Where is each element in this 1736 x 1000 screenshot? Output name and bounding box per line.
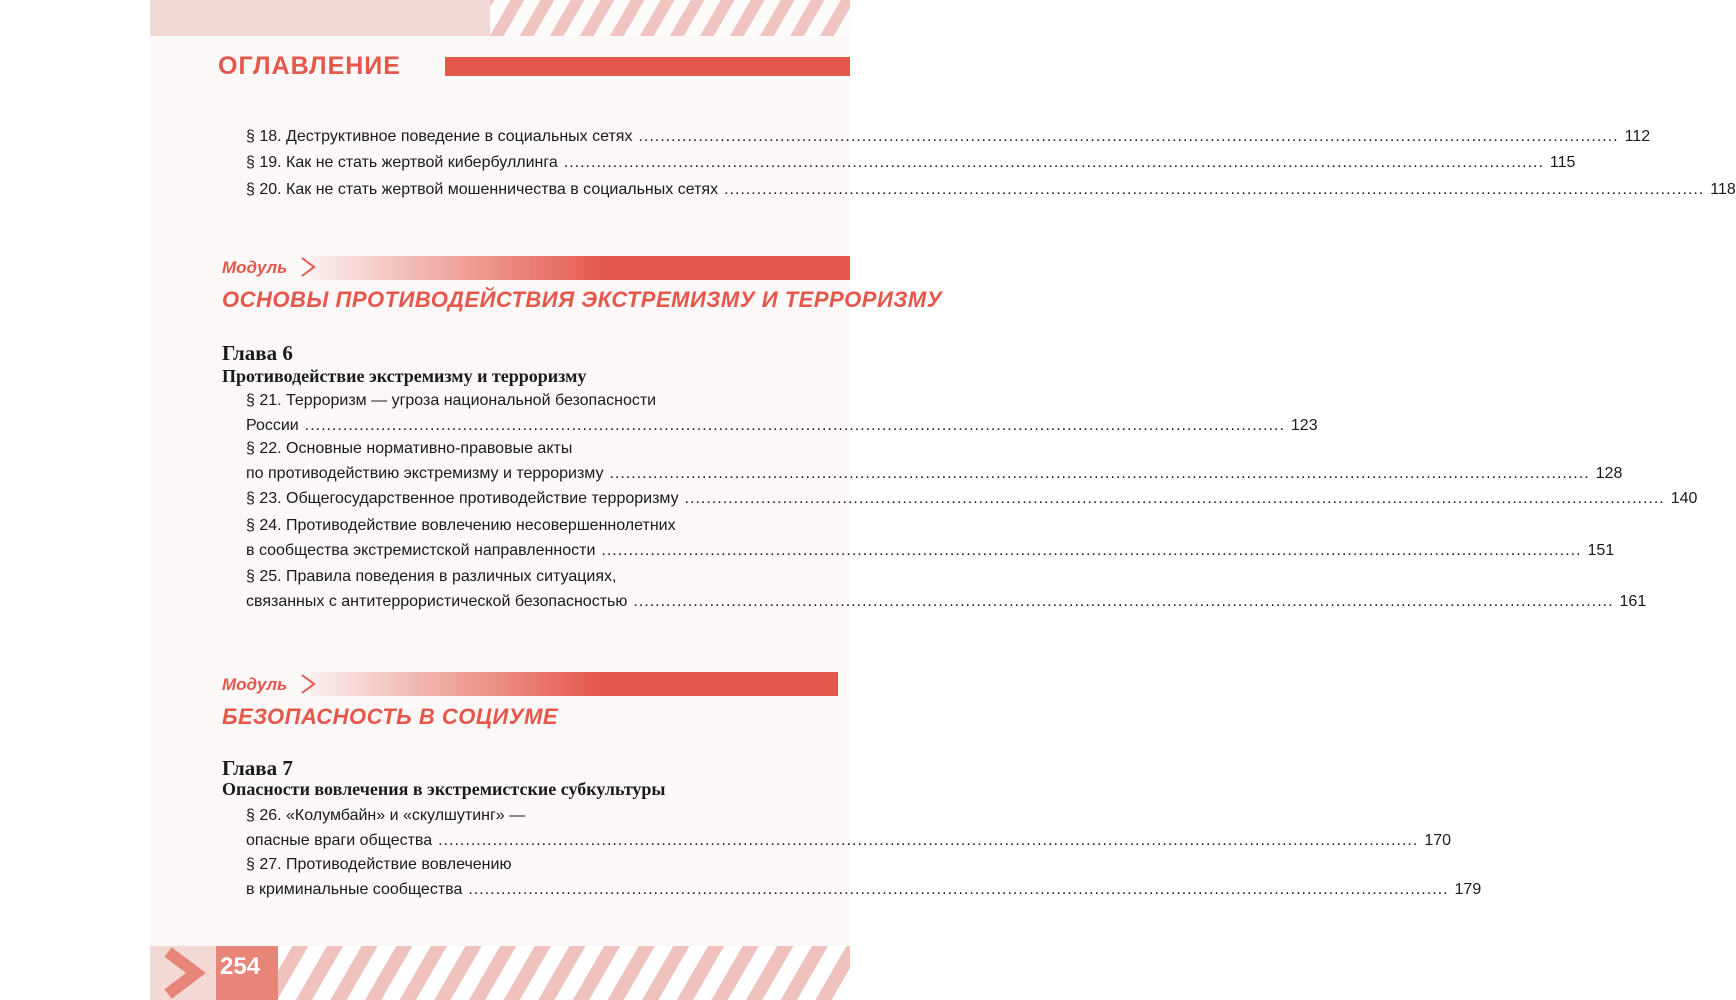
toc-page-number: 118 — [1710, 181, 1736, 198]
leader-dots — [438, 828, 1418, 853]
leader-dots — [305, 413, 1285, 438]
toc-entry-title: § 22. Основные нормативно-правовые акты — [246, 440, 573, 457]
toc-entry-22[interactable] — [246, 436, 1623, 486]
toc-page-number: 128 — [1595, 465, 1623, 482]
toc-entry-title: § 19. Как не стать жертвой кибербуллинга — [246, 154, 558, 171]
toc-entry-title-cont: связанных с антитеррористической безопасностью — [246, 593, 628, 610]
leader-dots — [601, 538, 1581, 563]
toc-entry-26[interactable] — [246, 803, 1452, 853]
toc-page-number: 140 — [1670, 490, 1698, 507]
leader-dots — [564, 150, 1544, 175]
toc-entry-title: § 27. Противодействие вовлечению — [246, 856, 512, 873]
page-title: ОГЛАВЛЕНИЕ — [218, 52, 401, 80]
chevron-right-icon — [298, 673, 320, 695]
toc-page-number: 161 — [1619, 593, 1647, 610]
toc-entry-title-cont: в сообщества экстремистской направленности — [246, 542, 596, 559]
toc-entry-21[interactable] — [246, 388, 1318, 438]
toc-entry-title-cont: по противодействию экстремизму и терроризму — [246, 465, 604, 482]
leader-dots — [633, 589, 1613, 614]
toc-page-number: 123 — [1290, 417, 1318, 434]
toc-entry-25[interactable] — [246, 564, 1647, 614]
toc-entry-title: § 23. Общегосударственное противодействие терроризму — [246, 490, 679, 507]
toc-entry-title: § 26. «Колумбайн» и «скулшутинг» — — [246, 807, 526, 824]
toc-entry-title-cont: в криминальные сообщества — [246, 881, 463, 898]
footer-stripes — [270, 946, 850, 1000]
chapter-title: Опасности вовлечения в экстремистские субкультуры — [222, 779, 666, 799]
module-banner-bar — [310, 256, 850, 280]
toc-entry-18[interactable] — [246, 124, 1651, 149]
chapter-title: Противодействие экстремизму и терроризму — [222, 366, 587, 386]
toc-entry-19[interactable] — [246, 150, 1576, 175]
leader-dots — [468, 877, 1448, 902]
leader-dots — [724, 177, 1704, 202]
toc-page-number: 170 — [1424, 832, 1452, 849]
chapter-number: Глава 6 — [222, 341, 293, 365]
toc-entry-27[interactable] — [246, 852, 1482, 902]
toc-page-number: 115 — [1549, 154, 1576, 171]
top-stripes — [490, 0, 850, 36]
leader-dots — [609, 461, 1589, 486]
toc-entry-title-cont: России — [246, 417, 299, 434]
header-accent-bar — [445, 57, 850, 76]
module-title: ОСНОВЫ ПРОТИВОДЕЙСТВИЯ ЭКСТРЕМИЗМУ И ТЕРРОРИЗМУ — [222, 287, 943, 312]
module-label: Модуль — [222, 675, 288, 694]
toc-entry-title-cont: опасные враги общества — [246, 832, 433, 849]
toc-page-number: 151 — [1587, 542, 1615, 559]
leader-dots — [638, 124, 1618, 149]
toc-entry-title: § 21. Терроризм — угроза национальной безопасности — [246, 392, 657, 409]
module-title: БЕЗОПАСНОСТЬ В СОЦИУМЕ — [222, 704, 559, 729]
toc-page-number: 112 — [1624, 128, 1651, 145]
top-decorative-band — [150, 0, 850, 36]
page-number: 254 — [220, 953, 261, 980]
toc-entry-24[interactable] — [246, 513, 1615, 563]
chevron-right-icon — [298, 256, 320, 278]
module-banner-bar — [310, 672, 838, 696]
toc-entry-title: § 20. Как не стать жертвой мошенничества в социальных сетях — [246, 181, 719, 198]
toc-entry-title: § 18. Деструктивное поведение в социальных сетях — [246, 128, 633, 145]
leader-dots — [685, 486, 1665, 511]
toc-entry-23[interactable] — [246, 486, 1698, 511]
book-page — [150, 0, 1736, 1000]
toc-page-number: 179 — [1454, 881, 1482, 898]
toc-entry-title: § 24. Противодействие вовлечению несовершеннолетних — [246, 517, 676, 534]
chapter-number: Глава 7 — [222, 756, 293, 780]
toc-entry-20[interactable] — [246, 177, 1736, 202]
toc-entry-title: § 25. Правила поведения в различных ситуациях, — [246, 568, 617, 585]
module-label: Модуль — [222, 258, 288, 277]
arrow-right-icon — [150, 946, 216, 1000]
